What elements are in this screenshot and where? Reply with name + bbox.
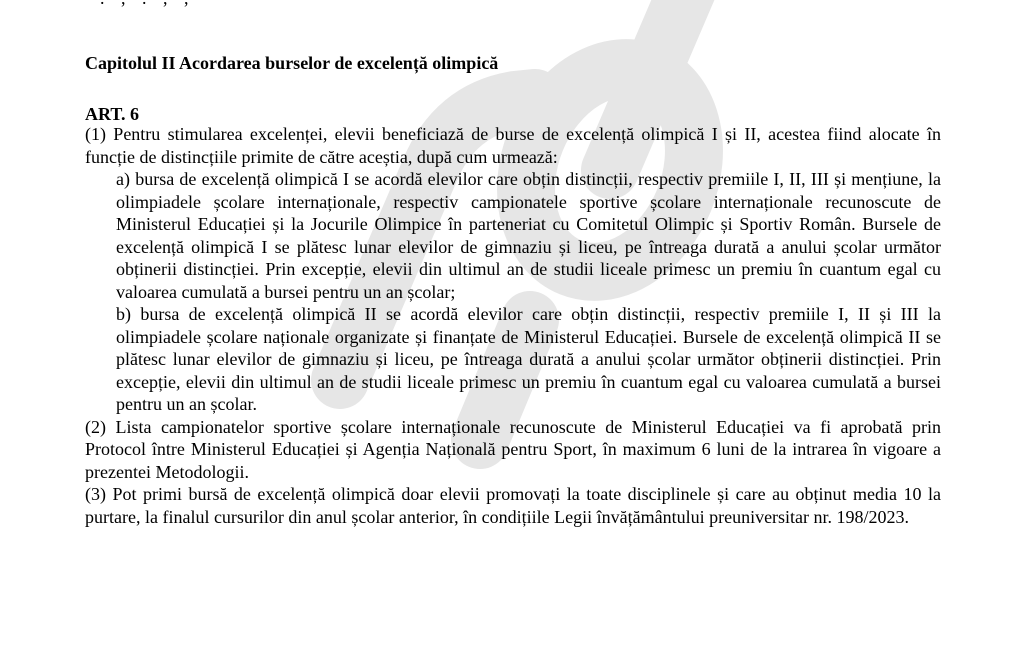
paragraph-1-item-a: a) bursa de excelență olimpică I se acordă elevilor care obțin distincții, respectiv premiile I, II, III și mențiune, la olimpiadele școlare internaționale, respectiv campionatele sportive școlare internaționale recunoscute de Ministerul Educației și la Jocurile Olimpice în parteneriat cu Comitetul Olimpic și Sportiv Român. Bursele de excelență olimpică I se plătesc lunar elevilor de gimnaziu și liceu, pe întreaga durată a anului școlar următor obținerii distincției. Prin excepție, elevii din ultimul an de studii liceale primesc un premiu în cuantum egal cu valoarea cumulată a bursei pentru un an școlar; xyxy=(116,169,941,302)
paragraph-2: (2) Lista campionatelor sportive școlare internaționale recunoscute de Ministerul Educației va fi aprobată prin Protocol între Ministerul Educației și Agenția Națională pentru Sport, în maximum 6 luni de la intrarea în vigoare a prezentei Metodologii. xyxy=(85,416,941,482)
cut-off-previous-line xyxy=(100,0,520,6)
paragraph-1-item-b: b) bursa de excelență olimpică II se acordă elevilor care obțin distincții, respectiv premiile I, II și III la olimpiadele școlare naționale organizate și finanțate de Ministerul Educației. Bursele de excelență olimpică II se plătesc lunar elevilor de gimnaziu și liceu, pe întreaga durată a anului școlar următor obținerii distincției. Prin excepție, elevii din ultimul an de studii liceale primesc un premiu în cuantum egal cu valoarea cumulată a bursei pentru un an școlar. xyxy=(116,304,941,414)
article-heading: ART. 6 xyxy=(85,104,140,124)
chapter-heading: Capitolul II Acordarea burselor de excelență olimpică xyxy=(85,53,499,73)
article-body xyxy=(85,123,941,528)
paragraph-1-intro: (1) Pentru stimularea excelenței, elevii beneficiază de burse de excelență olimpică I și II, acestea fiind alocate în funcție de distincțiile primite de către aceștia, după cum urmează: xyxy=(85,124,941,167)
paragraph-3: (3) Pot primi bursă de excelență olimpică doar elevii promovați la toate disciplinele și care au obținut media 10 la purtare, la finalul cursurilor din anul școlar anterior, în condițiile Legii învățământului preuniversitar nr. 198/2023. xyxy=(85,484,941,527)
